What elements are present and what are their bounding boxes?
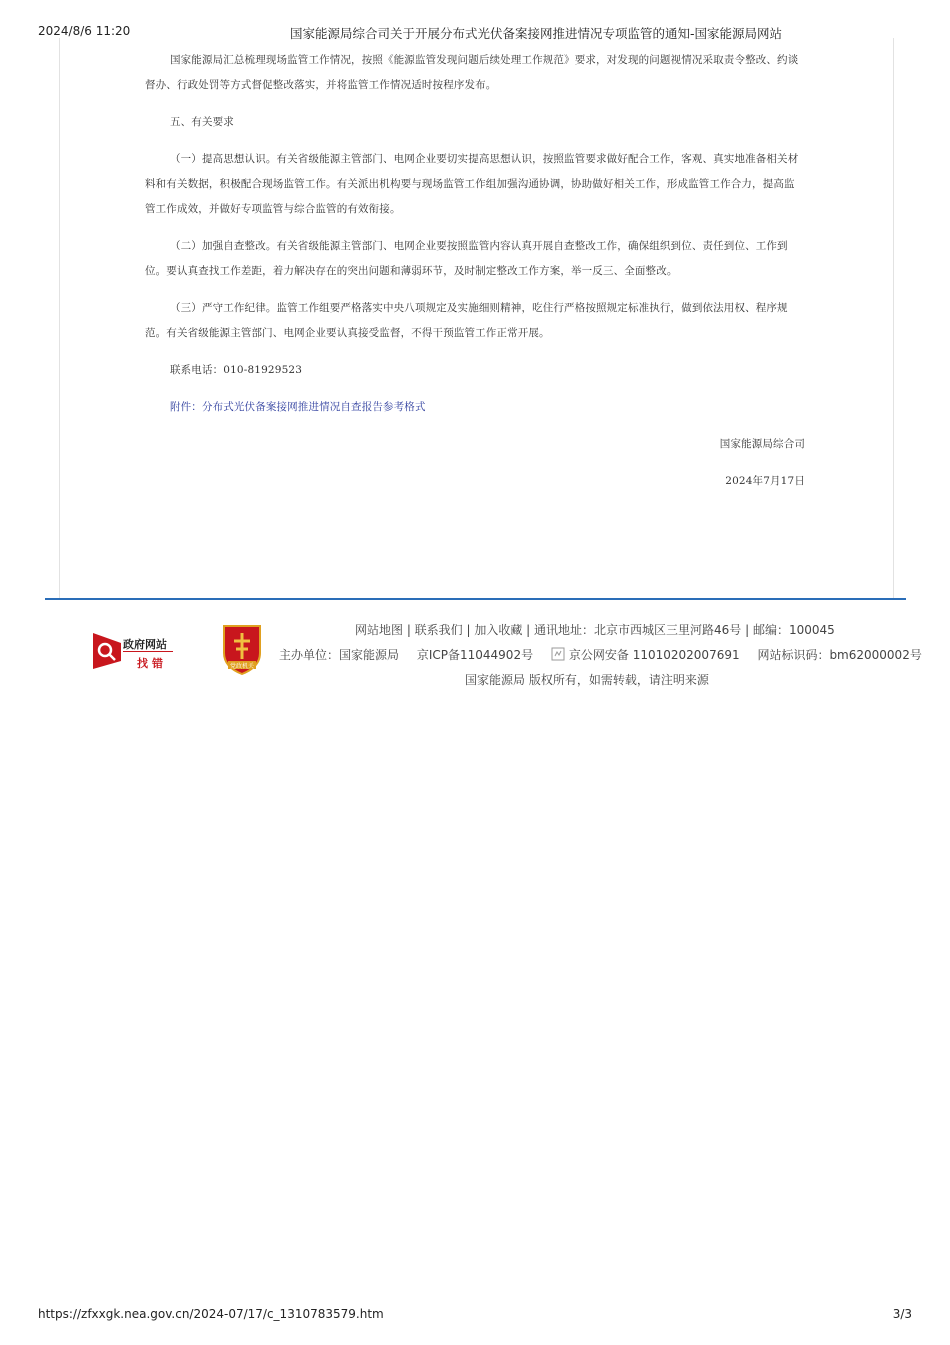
logo-djjg-text: 党政机关 bbox=[229, 663, 255, 670]
article-paragraph: 国家能源局汇总梳理现场监管工作情况，按照《能源监管发现问题后续处理工作规范》要求，对发现的问题视情况采取责令整改、约谈督办、行政处罚等方式督促整改落实，并将监管工作情况适时按程序发布。 bbox=[145, 54, 799, 91]
publish-date: 2024年7月17日 bbox=[725, 475, 805, 487]
magnifier-icon bbox=[93, 631, 123, 671]
logo-zfwz-rule bbox=[123, 651, 173, 652]
section-heading: 五、有关要求 bbox=[170, 116, 234, 128]
signature: 国家能源局综合司 bbox=[719, 438, 805, 450]
logo-zfwz-subtext: 找错 bbox=[137, 657, 167, 670]
police-badge-icon bbox=[551, 647, 565, 661]
host-unit: 主办单位：国家能源局 bbox=[279, 648, 400, 662]
site-code: 网站标识码：bm62000002号 bbox=[757, 648, 922, 662]
party-gov-organ-logo[interactable] bbox=[220, 623, 264, 675]
icp-record[interactable]: 京ICP备11044902号 bbox=[416, 648, 534, 662]
print-page-title: 国家能源局综合司关于开展分布式光伏备案接网推进情况专项监管的通知-国家能源局网站 bbox=[290, 26, 783, 41]
requirement-3: （三）严守工作纪律。监管工作组要严格落实中央八项规定及实施细则精神，吃住行严格按照规定标准执行，做到依法用权、程序规范。有关省级能源主管部门、电网企业要认真接受监督，不得干预监管工作正常开展。 bbox=[145, 302, 788, 339]
footer-copyright: 国家能源局 版权所有，如需转载，请注明来源 bbox=[465, 673, 709, 687]
gov-website-error-report-logo[interactable] bbox=[93, 631, 178, 671]
logo-zfwz-text: 政府网站 bbox=[123, 638, 167, 651]
police-record[interactable] bbox=[551, 648, 740, 662]
print-page-number: 3/3 bbox=[892, 1307, 912, 1321]
article-body bbox=[145, 48, 805, 494]
police-record-text: 京公网安备 11010202007691 bbox=[568, 648, 740, 662]
footer-info bbox=[279, 646, 922, 663]
attachment-link[interactable]: 附件：分布式光伏备案接网推进情况自查报告参考格式 bbox=[170, 401, 426, 413]
requirement-2: （二）加强自查整改。有关省级能源主管部门、电网企业要按照监管内容认真开展自查整改工作，确保组织到位、责任到位、工作到位。要认真查找工作差距，着力解决存在的突出问题和薄弱环节，及时制定整改工作方案，举一反三、全面整改。 bbox=[145, 240, 788, 277]
party-gov-shield-icon bbox=[220, 623, 264, 675]
footer-links[interactable]: 网站地图 | 联系我们 | 加入收藏 | 通讯地址：北京市西城区三里河路46号 | 邮编：100045 bbox=[355, 623, 835, 637]
print-url: https://zfxxgk.nea.gov.cn/2024-07/17/c_1310783579.htm bbox=[38, 1307, 384, 1321]
contact-phone: 联系电话：010-81929523 bbox=[170, 364, 303, 376]
print-date: 2024/8/6 11:20 bbox=[38, 24, 131, 38]
requirement-1: （一）提高思想认识。有关省级能源主管部门、电网企业要切实提高思想认识，按照监管要求做好配合工作，客观、真实地准备相关材料和有关数据，积极配合现场监管工作。有关派出机构要与现场监管工作组加强沟通协调，协助做好相关工作，形成监管工作合力，提高监管工作成效，并做好专项监管与综合监管的有效衔接。 bbox=[145, 153, 799, 215]
footer-divider bbox=[45, 598, 906, 600]
